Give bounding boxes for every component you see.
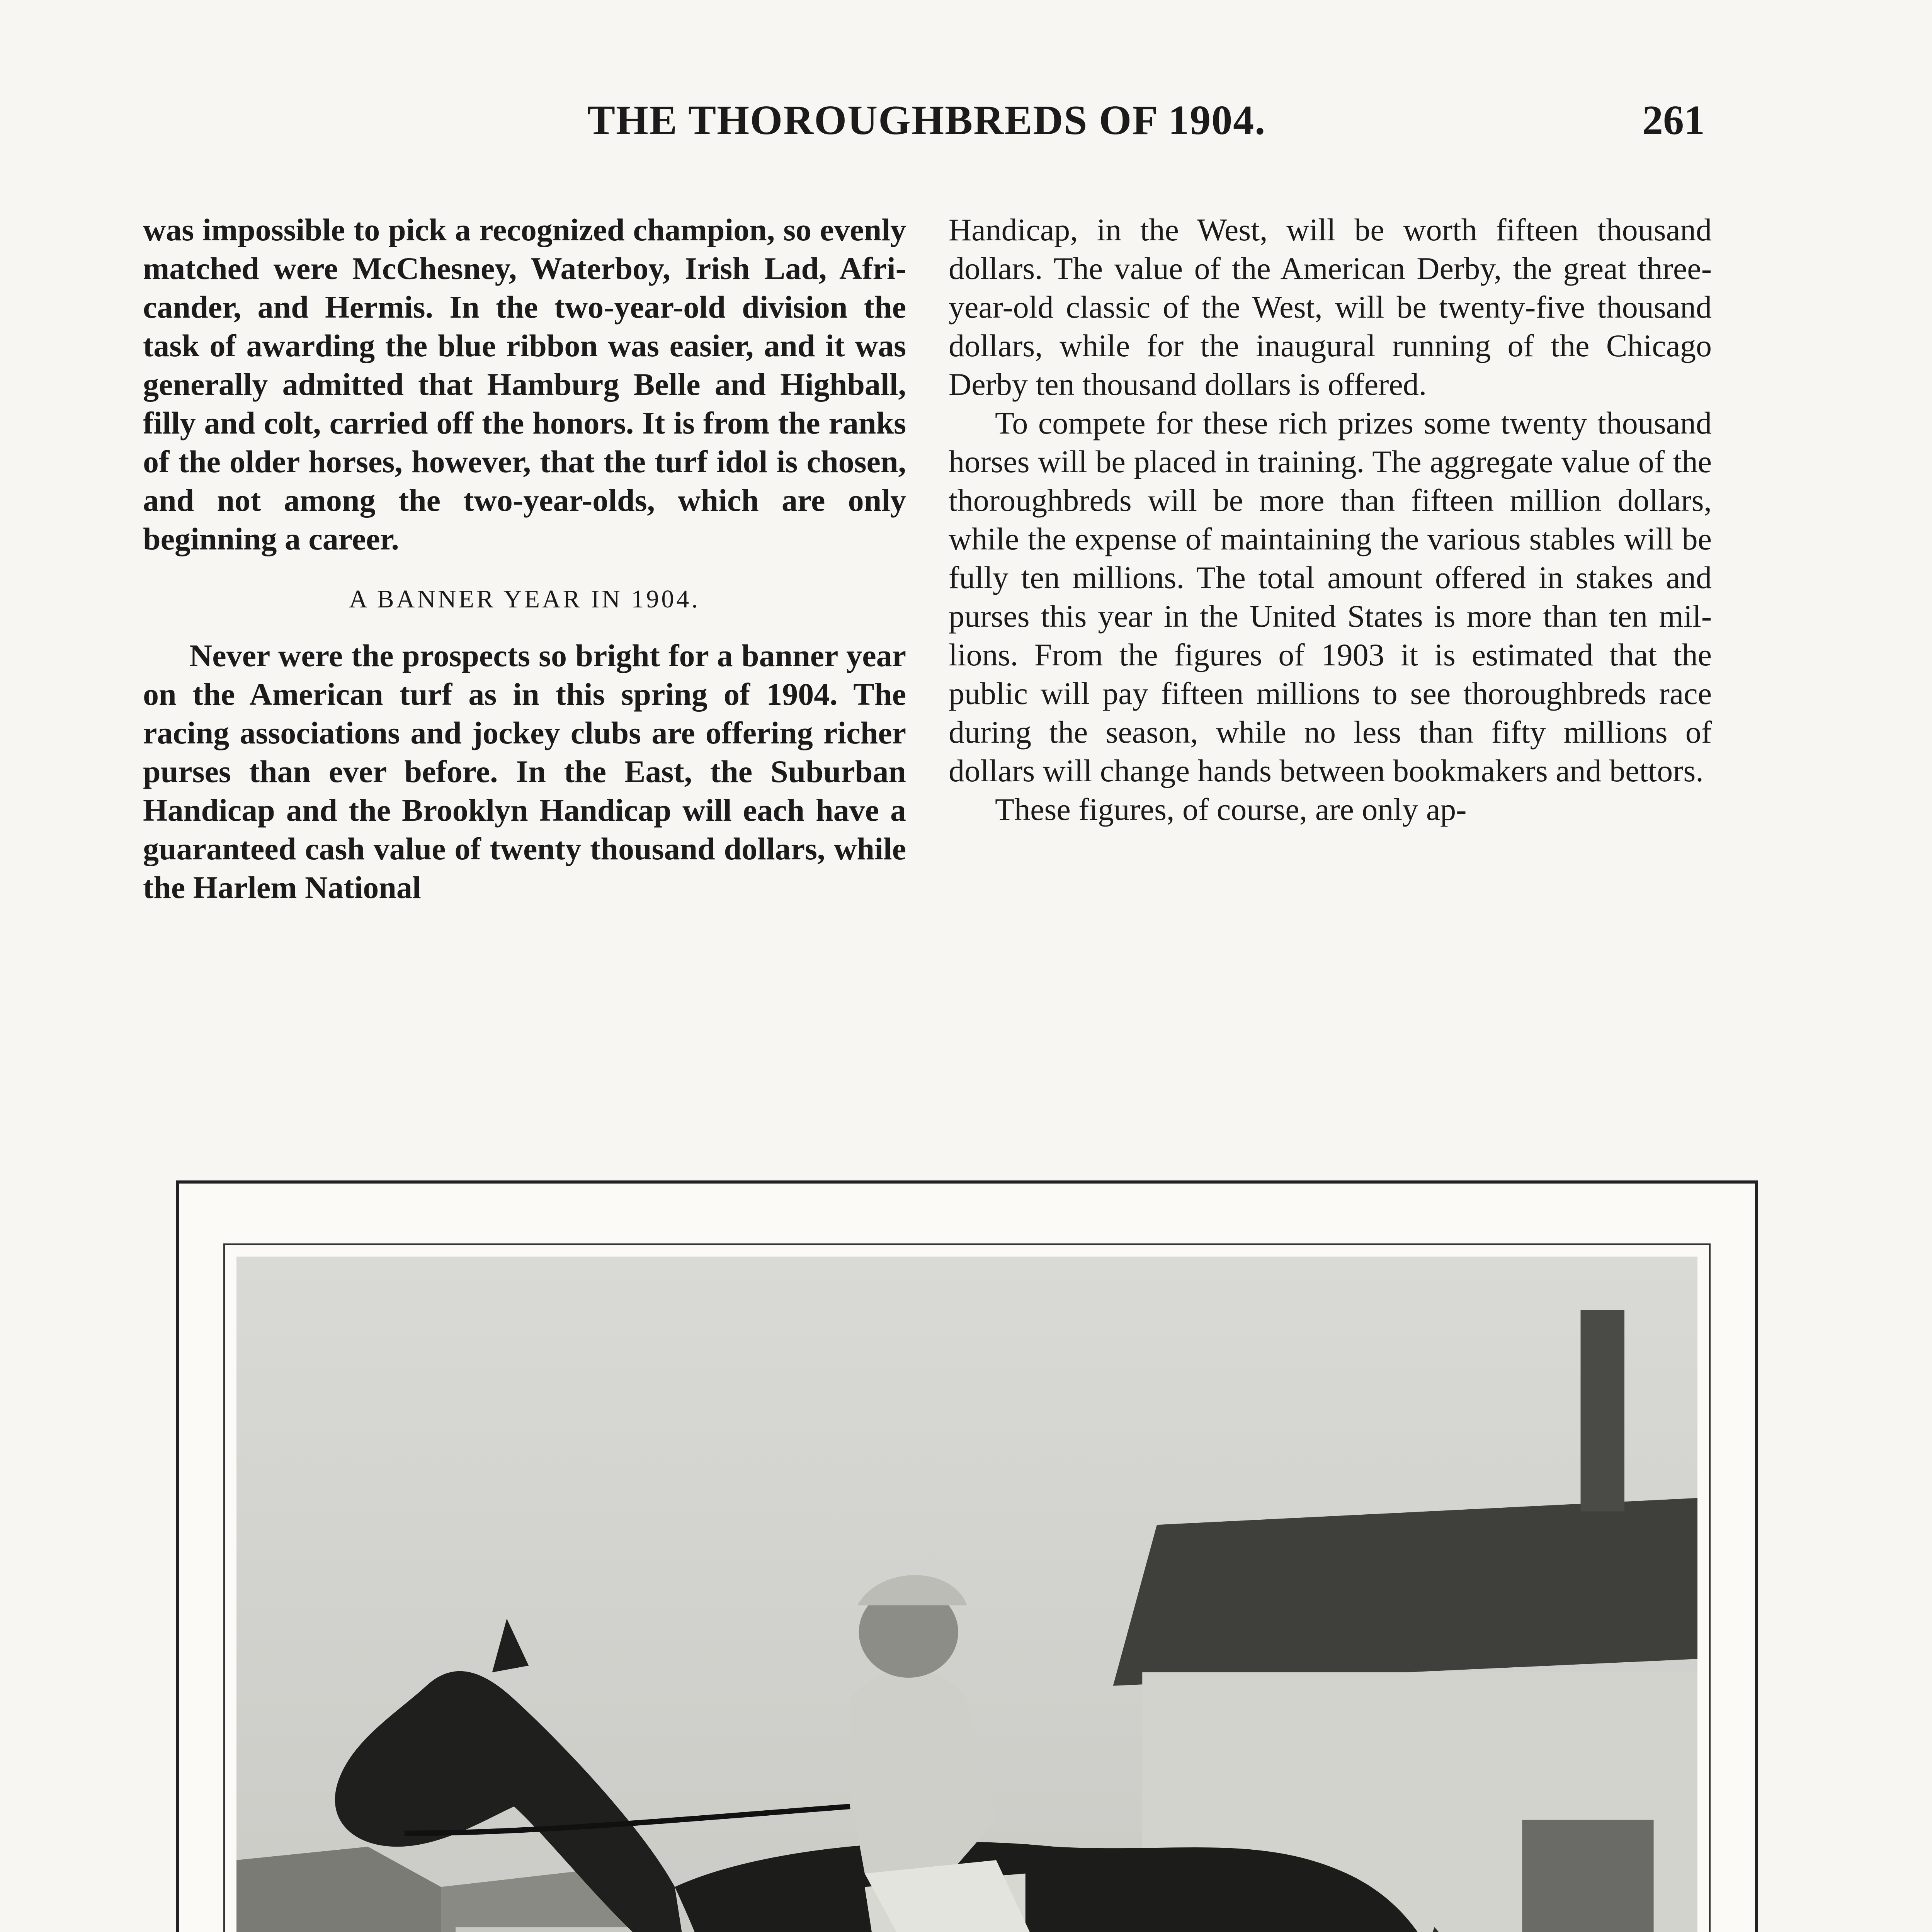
horse-photograph <box>236 1257 1697 1932</box>
running-title: THE THOROUGHBREDS OF 1904. <box>587 97 1266 143</box>
section-subheading: A BANNER YEAR IN 1904. <box>349 585 700 613</box>
left-paragraph-2: Never were the prospects so bright for a banner year on the American turf as in this spring of 1904. The racing associations and jockey clubs are offering richer purses than ever before. In the East, the Suburban Handicap and the Brooklyn Handicap will each have a guaranteed cash value of twenty thousand dollars, while the Harlem National <box>143 638 906 905</box>
running-head <box>0 97 1932 155</box>
horse-and-jockey-illustration <box>236 1257 1697 1932</box>
photo-inner-frame <box>223 1243 1711 1932</box>
right-paragraph-1: Handicap, in the West, will be worth fifteen thousand dollars. The value of the American Derby, the great three-year-old classic of the West, will be twenty-five thousand dollars, while for the inaugural running of the Chicago Derby ten thousand dollars is offered. <box>949 212 1712 402</box>
right-paragraph-2: To compete for these rich prizes some twenty thousand horses will be placed in training. The aggregate value of the thoroughbreds will be more than fifteen million dollars, while the expense of maintaining the various stables will be fully ten millions. The total amount offered in stakes and purses this year in the United States is more than ten millions. From the figures of 1903 it is estimated that the public will pay fifteen millions to see thoroughbreds race during the season, while no less than fifty millions of dollars will change hands between bookmakers and bettors. <box>949 405 1712 788</box>
right-column <box>949 211 1712 829</box>
page-number: 261 <box>1642 97 1705 143</box>
photo-plate <box>176 1180 1758 1932</box>
left-column <box>143 211 906 907</box>
left-paragraph-1: was impossible to pick a recognized champion, so evenly matched were McChesney, Waterboy, Irish Lad, Africander, and Hermis. In the two-year-old division the task of awarding the blue ribbon was easier, and it was generally admitted that Hamburg Belle and Highball, filly and colt, carried off the honors. It is from the ranks of the older horses, however, that the turf idol is chosen, and not among the two-year-olds, which are only beginning a career. <box>143 212 906 556</box>
right-paragraph-3: These figures, of course, are only ap- <box>995 792 1467 827</box>
